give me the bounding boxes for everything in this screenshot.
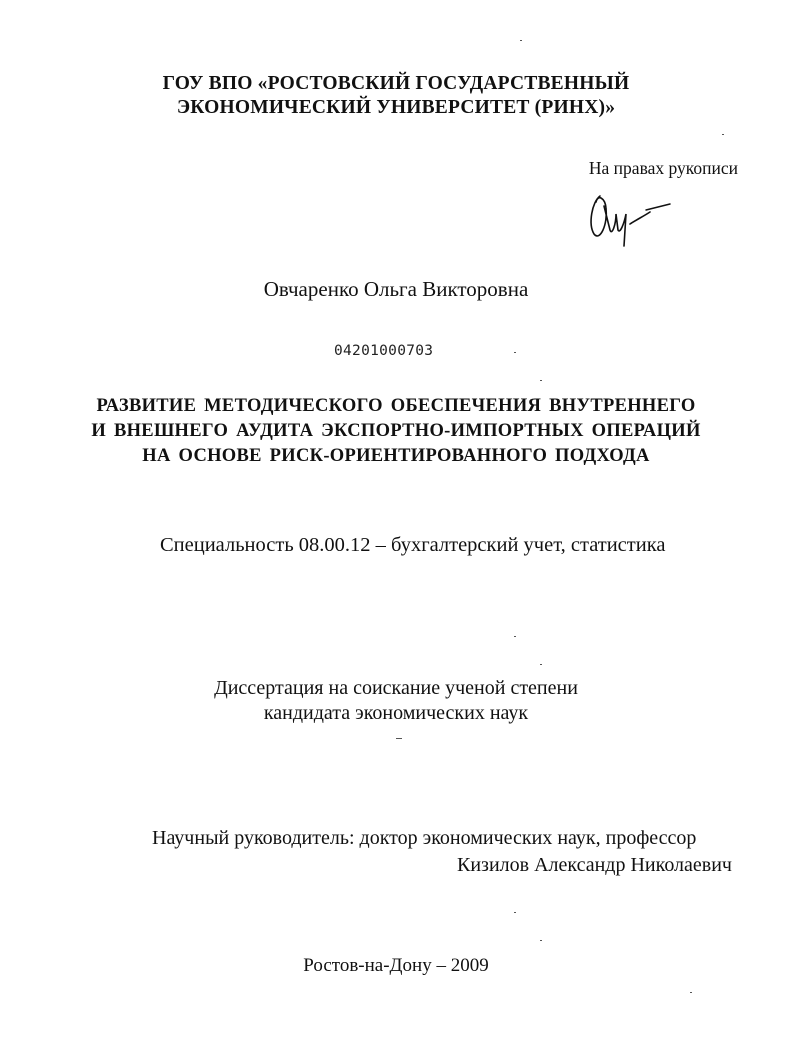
institution-line-1: ГОУ ВПО «РОСТОВСКИЙ ГОСУДАРСТВЕННЫЙ: [162, 73, 630, 94]
institution-header: [0, 72, 792, 120]
scan-speck: [514, 912, 516, 913]
supervisor-name: Кизилов Александр Николаевич: [457, 854, 732, 876]
scan-speck: [396, 738, 402, 739]
degree-statement: [0, 676, 792, 726]
rights-note: На правах рукописи: [588, 158, 738, 178]
specialty: Специальность 08.00.12 – бухгалтерский учет, статистика: [160, 534, 666, 556]
title-line-2: И ВНЕШНЕГО АУДИТА ЭКСПОРТНО-ИМПОРТНЫХ ОПЕРАЦИЙ: [91, 421, 701, 441]
handwritten-signature: [586, 184, 676, 254]
scan-speck: [540, 940, 542, 941]
title-line-3: НА ОСНОВЕ РИСК-ОРИЕНТИРОВАННОГО ПОДХОДА: [142, 446, 650, 466]
scan-speck: [540, 380, 542, 381]
dissertation-title: [0, 394, 792, 469]
scan-speck: [514, 352, 516, 353]
degree-line-1: Диссертация на соискание ученой степени: [214, 677, 578, 699]
scan-speck: [690, 992, 692, 993]
supervisor-role: Научный руководитель: доктор экономических наук, профессор: [152, 827, 697, 849]
author-name: Овчаренко Ольга Викторовна: [263, 277, 529, 301]
scan-speck: [540, 664, 542, 665]
title-line-1: РАЗВИТИЕ МЕТОДИЧЕСКОГО ОБЕСПЕЧЕНИЯ ВНУТРЕННЕГО: [96, 396, 696, 416]
scan-speck: [514, 636, 516, 637]
institution-line-2: ЭКОНОМИЧЕСКИЙ УНИВЕРСИТЕТ (РИНХ)»: [176, 97, 616, 118]
scan-speck: [520, 40, 522, 41]
scan-speck: [722, 134, 724, 135]
document-code: 04201000703: [334, 343, 434, 359]
degree-line-2: кандидата экономических наук: [263, 702, 529, 724]
place-and-year: Ростов-на-Дону – 2009: [303, 955, 489, 976]
